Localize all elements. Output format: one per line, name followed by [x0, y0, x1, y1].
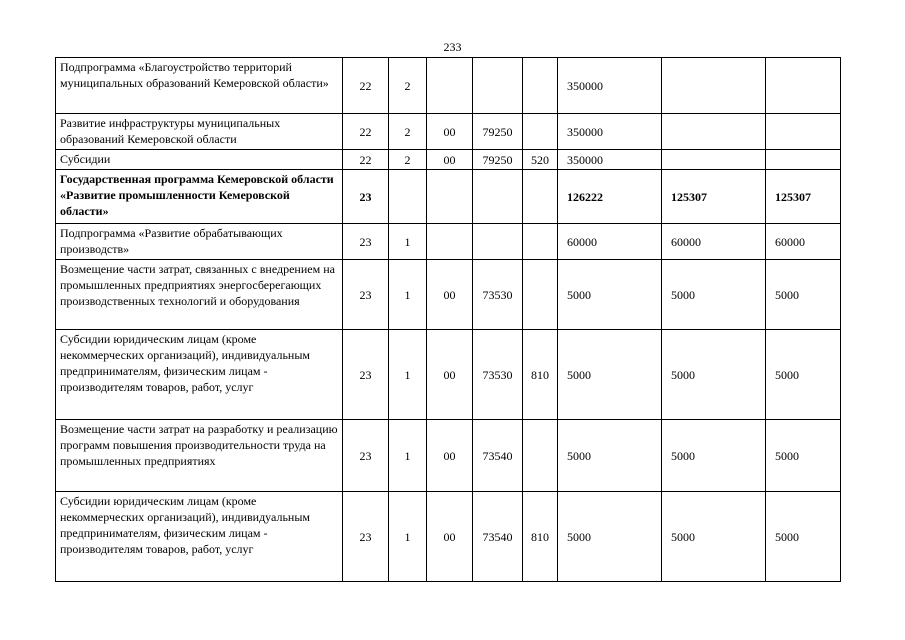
code-cell	[473, 170, 523, 224]
table-row	[56, 330, 841, 420]
amount-cell	[766, 114, 841, 150]
amount-cell: 60000	[766, 224, 841, 260]
item-name-cell: Субсидии юридическим лицам (кроме некоммерческих организаций), индивидуальным предпринимателям, физическим лицам - производителям товаров, работ, услуг	[56, 330, 343, 420]
budget-table	[55, 57, 841, 582]
amount-cell	[662, 150, 766, 170]
code-cell: 810	[523, 492, 558, 582]
code-cell: 79250	[473, 150, 523, 170]
code-cell: 1	[389, 260, 427, 330]
code-cell: 23	[343, 420, 389, 492]
amount-cell	[766, 58, 841, 114]
code-cell	[523, 58, 558, 114]
amount-cell: 60000	[558, 224, 662, 260]
code-cell: 00	[427, 114, 473, 150]
code-cell: 2	[389, 58, 427, 114]
amount-cell: 126222	[558, 170, 662, 224]
amount-cell: 5000	[766, 492, 841, 582]
code-cell	[523, 420, 558, 492]
amount-cell: 5000	[558, 260, 662, 330]
code-cell: 00	[427, 150, 473, 170]
code-cell: 2	[389, 150, 427, 170]
item-name-cell: Возмещение части затрат, связанных с внедрением на промышленных предприятиях энергосберегающих производственных технологий и оборудования	[56, 260, 343, 330]
code-cell	[523, 260, 558, 330]
code-cell	[473, 58, 523, 114]
code-cell: 23	[343, 170, 389, 224]
code-cell: 00	[427, 260, 473, 330]
code-cell: 1	[389, 420, 427, 492]
code-cell: 23	[343, 330, 389, 420]
amount-cell: 5000	[766, 330, 841, 420]
amount-cell	[662, 114, 766, 150]
table-row	[56, 492, 841, 582]
code-cell: 00	[427, 492, 473, 582]
table-row	[56, 170, 841, 224]
code-cell: 00	[427, 420, 473, 492]
amount-cell: 5000	[558, 492, 662, 582]
code-cell: 22	[343, 58, 389, 114]
page-number: 233	[443, 40, 462, 54]
item-name-cell: Подпрограмма «Благоустройство территорий муниципальных образований Кемеровской области»	[56, 58, 343, 114]
amount-cell	[766, 150, 841, 170]
code-cell: 73540	[473, 492, 523, 582]
amount-cell: 5000	[558, 330, 662, 420]
code-cell: 79250	[473, 114, 523, 150]
code-cell	[523, 170, 558, 224]
code-cell: 1	[389, 492, 427, 582]
amount-cell: 5000	[662, 260, 766, 330]
code-cell	[523, 114, 558, 150]
item-name-cell: Подпрограмма «Развитие обрабатывающих производств»	[56, 224, 343, 260]
code-cell: 1	[389, 224, 427, 260]
amount-cell: 5000	[558, 420, 662, 492]
code-cell	[427, 170, 473, 224]
amount-cell: 125307	[766, 170, 841, 224]
table-row	[56, 260, 841, 330]
amount-cell: 5000	[766, 260, 841, 330]
code-cell: 2	[389, 114, 427, 150]
amount-cell: 5000	[662, 330, 766, 420]
amount-cell: 5000	[766, 420, 841, 492]
amount-cell: 125307	[662, 170, 766, 224]
code-cell: 73540	[473, 420, 523, 492]
amount-cell: 5000	[662, 420, 766, 492]
item-name-cell: Возмещение части затрат на разработку и реализацию программ повышения производительности труда на промышленных предприятиях	[56, 420, 343, 492]
table-row	[56, 58, 841, 114]
table-row	[56, 224, 841, 260]
amount-cell: 5000	[662, 492, 766, 582]
code-cell: 73530	[473, 260, 523, 330]
code-cell: 22	[343, 150, 389, 170]
code-cell: 23	[343, 492, 389, 582]
code-cell	[427, 58, 473, 114]
code-cell: 810	[523, 330, 558, 420]
code-cell: 23	[343, 224, 389, 260]
item-name-cell: Субсидии юридическим лицам (кроме некоммерческих организаций), индивидуальным предпринимателям, физическим лицам - производителям товаров, работ, услуг	[56, 492, 343, 582]
item-name-cell: Государственная программа Кемеровской области «Развитие промышленности Кемеровской области»	[56, 170, 343, 224]
code-cell	[523, 224, 558, 260]
item-name-cell: Развитие инфраструктуры муниципальных образований Кемеровской области	[56, 114, 343, 150]
code-cell	[473, 224, 523, 260]
code-cell: 520	[523, 150, 558, 170]
code-cell	[389, 170, 427, 224]
table-row	[56, 114, 841, 150]
amount-cell	[662, 58, 766, 114]
amount-cell: 60000	[662, 224, 766, 260]
code-cell: 1	[389, 330, 427, 420]
code-cell: 22	[343, 114, 389, 150]
table-row	[56, 420, 841, 492]
code-cell: 73530	[473, 330, 523, 420]
amount-cell: 350000	[558, 150, 662, 170]
code-cell	[427, 224, 473, 260]
amount-cell: 350000	[558, 114, 662, 150]
table-row	[56, 150, 841, 170]
item-name-cell: Субсидии	[56, 150, 343, 170]
amount-cell: 350000	[558, 58, 662, 114]
code-cell: 00	[427, 330, 473, 420]
code-cell: 23	[343, 260, 389, 330]
